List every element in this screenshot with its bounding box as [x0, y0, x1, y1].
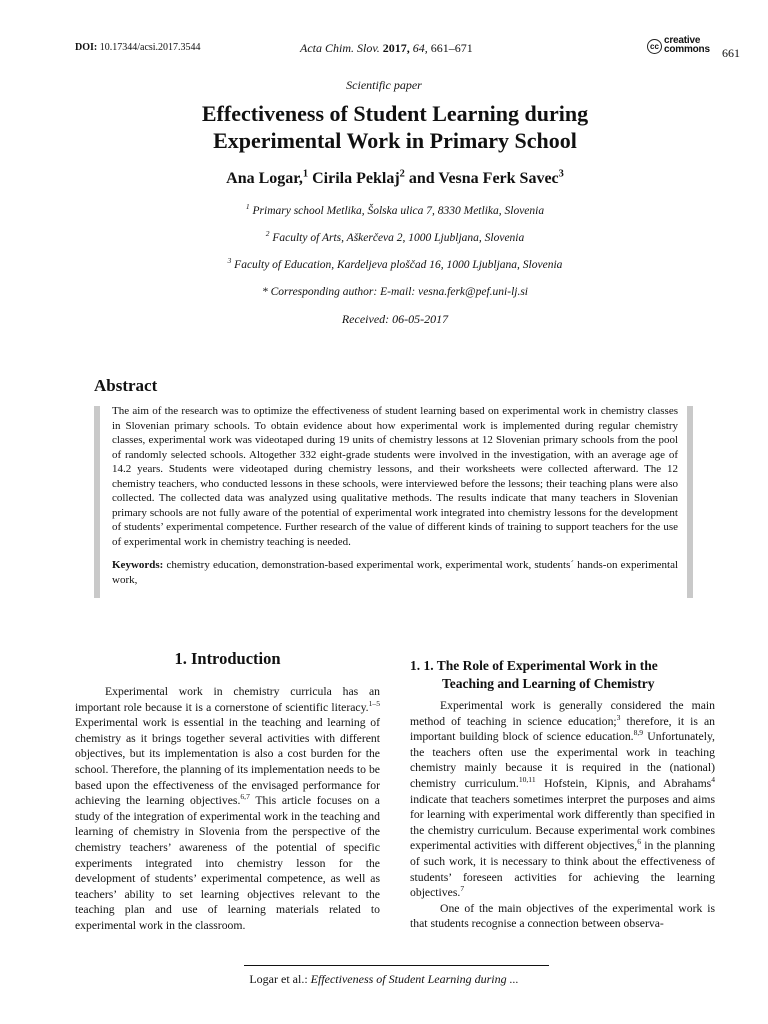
journal-volume: 64,: [412, 41, 428, 55]
author-1: Ana Logar,: [226, 170, 303, 187]
right-text-2: therefore, it is an important building block of science education.: [410, 714, 715, 744]
right-paragraph-1: [410, 698, 715, 901]
journal-pages: 661–671: [430, 41, 473, 55]
ref-sup[interactable]: 3: [616, 712, 621, 722]
journal-name: Acta Chim. Slov.: [300, 41, 380, 55]
paper-type: Scientific paper: [346, 78, 422, 92]
right-text-1: Experimental work is generally considered the main method of teaching in science education;: [410, 699, 715, 728]
footer-divider: [244, 965, 549, 966]
footer-title: Effectiveness of Student Learning during ...: [310, 972, 519, 986]
keywords: [112, 558, 678, 587]
doi-label: DOI:: [75, 42, 98, 53]
affiliation-1: [60, 202, 730, 217]
intro-paragraph: [75, 684, 380, 934]
creative-commons-logo: [647, 36, 713, 56]
right-text-6: in the planning of such work, it is necessary to think about the effectiveness of students’ foreseen activities for achieving the learning objectives.: [410, 839, 715, 900]
abstract-border-left: [94, 406, 100, 598]
author-3-sup: 3: [558, 168, 564, 180]
abstract-box: [112, 404, 678, 587]
journal-citation: [300, 41, 473, 56]
subsection-heading: [410, 657, 715, 693]
keywords-text: chemistry education, demonstration-based experimental work, experimental work, students´ hands-on experimental work,: [112, 559, 679, 586]
right-text-4: Hofstein, Kipnis, and Abrahams: [535, 776, 712, 790]
right-text-3: Unfortunately, the teachers often use the experimental work in teaching chemistry mainly because it is required in the (national) chemistry curriculum.: [410, 730, 715, 790]
affiliation-1-sup: 1: [245, 202, 250, 212]
subsection-line-2: Teaching and Learning of Chemistry: [442, 676, 655, 691]
subsection-line-1: 1. 1. The Role of Experimental Work in the: [410, 658, 658, 673]
affiliation-1-text: Primary school Metlika, Šolska ulica 7, 8330 Metlika, Slovenia: [252, 205, 545, 217]
cc-wordmark: [664, 36, 710, 54]
affiliation-2-text: Faculty of Arts, Aškerčeva 2, 1000 Ljubljana, Slovenia: [272, 232, 525, 244]
ref-sup[interactable]: 7: [460, 884, 465, 894]
author-3: and Vesna Ferk Savec: [408, 170, 559, 187]
footer-authors: Logar et al.:: [249, 972, 308, 986]
ref-sup[interactable]: 1–5: [368, 698, 380, 708]
ref-sup[interactable]: 4: [711, 775, 715, 785]
author-2: Cirila Peklaj: [312, 170, 400, 187]
title-line-2: Experimental Work in Primary School: [213, 128, 577, 153]
ref-sup[interactable]: 10,11: [518, 775, 536, 785]
abstract-heading: Abstract: [94, 376, 158, 395]
received-date: Received: 06-05-2017: [341, 312, 449, 326]
author-2-sup: 2: [399, 168, 405, 180]
authors: [60, 170, 730, 188]
affiliation-2: [60, 229, 730, 244]
abstract-border-right: [687, 406, 693, 598]
intro-text-1: Experimental work in chemistry curricula has an important role because it is a cornerstone of scientific literacy.: [75, 685, 380, 714]
paper-title: [60, 100, 730, 154]
intro-text-2: Experimental work is essential in the teaching and learning of chemistry as it brings together several activities with different objectives, but its implementation is also a cost burden for the school. Therefore, the planning of its implementation needs to be based upon the effectiveness of the envisaged performance for achieving the learning objectives.: [75, 716, 380, 808]
author-1-sup: 1: [302, 168, 309, 180]
introduction-column: [75, 684, 380, 934]
cc-line2: commons: [664, 44, 710, 55]
ref-sup[interactable]: 8,9: [633, 728, 644, 738]
intro-text-3: This article focuses on a study of the integration of experimental work in the teaching and learning of chemistry in Slovenia from the perspective of the chemistry teachers’ awareness of the potential of specific experiments integrated into chemistry lesson for the development of students’ experimental competence, as well as teachers’ ability to set learning objectives relevant to the teaching plan and use of learning materials related to experimental work in the classroom.: [75, 794, 380, 932]
journal-year: 2017,: [382, 41, 410, 55]
right-paragraph-2: One of the main objectives of the experimental work is that students recognise a connection between observa-: [410, 901, 715, 931]
ref-sup[interactable]: 6: [637, 837, 642, 847]
affiliation-3-text: Faculty of Education, Kardeljeva ploščad 16, 1000 Ljubljana, Slovenia: [234, 259, 563, 271]
affiliation-3-sup: 3: [227, 256, 232, 266]
cc-icon: cc: [647, 39, 662, 54]
title-line-1: Effectiveness of Student Learning during: [201, 101, 589, 126]
right-column: [410, 698, 715, 932]
affiliation-2-sup: 2: [265, 229, 270, 239]
cc-line1: creative: [664, 35, 701, 46]
corresponding-author[interactable]: * Corresponding author: E-mail: vesna.ferk@pef.uni-lj.si: [262, 286, 528, 298]
page-number: 661: [722, 46, 740, 60]
section-heading-introduction: 1. Introduction: [174, 649, 281, 668]
ref-sup[interactable]: 6,7: [240, 792, 250, 802]
doi-value[interactable]: 10.17344/acsi.2017.3544: [99, 42, 201, 53]
doi: [75, 42, 201, 53]
affiliation-3: [60, 256, 730, 271]
right-text-5: indicate that teachers sometimes interpret the purposes and aims for learning with experimental work differently than specified in the chemistry curriculum. Because experimental work combines experimental activities with different objectives,: [410, 792, 715, 853]
abstract-text: The aim of the research was to optimize the effectiveness of student learning based on experimental work in chemistry classes in Slovenian primary schools. To obtain evidence about how experimental work is implemented during regular chemistry classes, experimental work was videotaped during 19 units of chemistry lessons at 12 Slovenian primary schools from the pool of randomly selected schools. Altogether 332 eight-grade students were involved in the investigation, with an average age of 14.2 years. Students were videotaped during chemistry lessons, and their worksheets were collected afterward. The 12 chemistry teachers, who conducted lessons in these schools, were interviewed before the lessons; their teaching plans were also collected. The collected data was analyzed using qualitative methods. The results indicate that many teachers in Slovenian primary schools are not fully aware of the potential of experimental work integrated into chemistry lessons for the development of students’ experimental competence. Further research of the value of different kinds of training to support teachers for the use of experimental work in chemistry teaching is needed.: [112, 405, 678, 548]
running-footer: [0, 972, 768, 987]
keywords-label: Keywords:: [112, 559, 164, 571]
